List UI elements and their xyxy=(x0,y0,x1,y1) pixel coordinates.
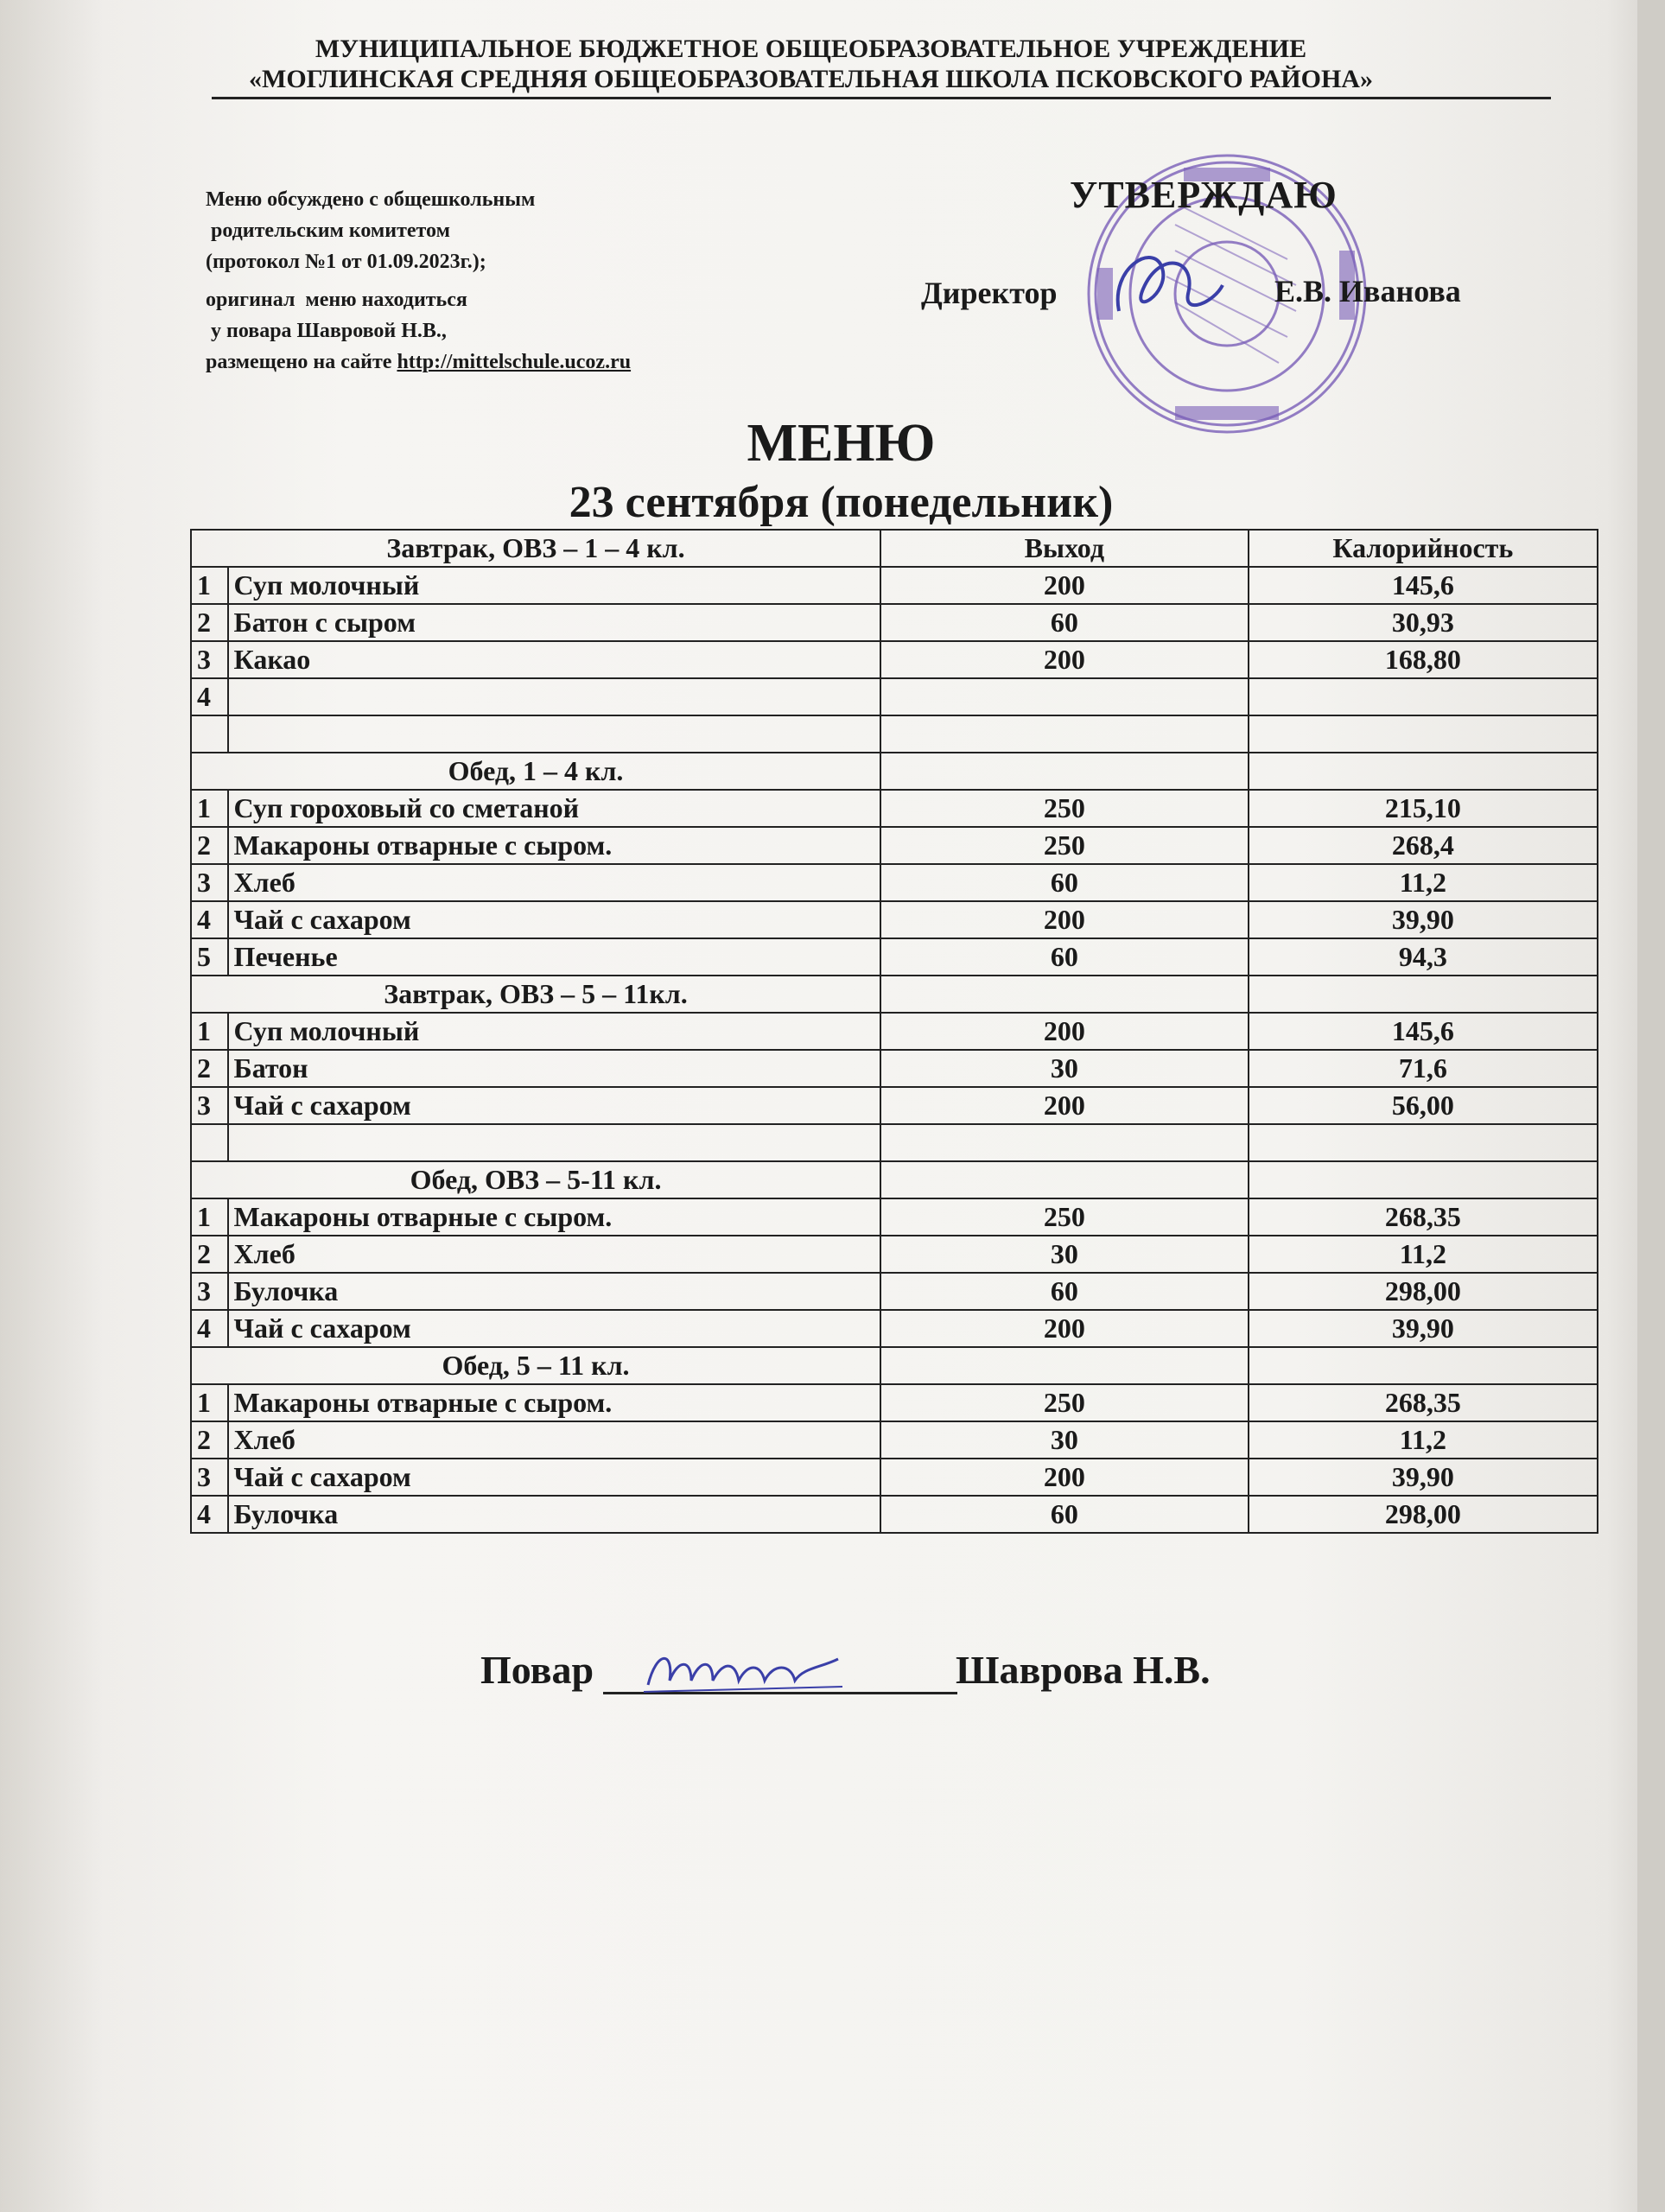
item-output: 60 xyxy=(880,604,1249,641)
item-name: Суп гороховый со сметаной xyxy=(228,790,880,827)
column-header-output: Выход xyxy=(880,530,1249,567)
menu-row xyxy=(191,1273,1598,1310)
item-output: 200 xyxy=(880,1013,1249,1050)
item-output: 200 xyxy=(880,1310,1249,1347)
item-output: 200 xyxy=(880,641,1249,678)
menu-row xyxy=(191,1384,1598,1421)
item-name: Батон с сыром xyxy=(228,604,880,641)
section-header-row xyxy=(191,1347,1598,1384)
item-number: 4 xyxy=(191,901,228,938)
item-number: 4 xyxy=(191,678,228,715)
school-header-line2: «МОГЛИНСКАЯ СРЕДНЯЯ ОБЩЕОБРАЗОВАТЕЛЬНАЯ ШКОЛА ПСКОВСКОГО РАЙОНА» xyxy=(249,65,1373,93)
item-number: 3 xyxy=(191,864,228,901)
item-name: Хлеб xyxy=(228,1421,880,1459)
item-calories: 39,90 xyxy=(1249,1310,1598,1347)
item-number: 1 xyxy=(191,1013,228,1050)
item-name: Чай с сахаром xyxy=(228,901,880,938)
item-calories xyxy=(1249,1124,1598,1161)
item-calories: 168,80 xyxy=(1249,641,1598,678)
empty-cell xyxy=(1249,1347,1598,1384)
item-calories: 298,00 xyxy=(1249,1496,1598,1533)
empty-cell xyxy=(1249,976,1598,1013)
director-name: Е.В. Иванова xyxy=(1274,274,1461,308)
section-title: Обед, 5 – 11 кл. xyxy=(191,1347,880,1384)
empty-cell xyxy=(880,1347,1249,1384)
empty-cell xyxy=(1249,1161,1598,1198)
note-site-prefix: размещено на сайте xyxy=(206,351,397,373)
item-output: 30 xyxy=(880,1050,1249,1087)
item-output: 60 xyxy=(880,1496,1249,1533)
item-output: 250 xyxy=(880,1384,1249,1421)
menu-row xyxy=(191,1050,1598,1087)
item-number xyxy=(191,715,228,753)
item-name: Суп молочный xyxy=(228,1013,880,1050)
menu-table xyxy=(190,529,1598,1534)
item-name: Чай с сахаром xyxy=(228,1310,880,1347)
item-output: 200 xyxy=(880,567,1249,604)
item-name: Макароны отварные с сыром. xyxy=(228,827,880,864)
menu-row xyxy=(191,938,1598,976)
item-output xyxy=(880,678,1249,715)
item-number: 3 xyxy=(191,641,228,678)
header-divider xyxy=(212,97,1551,99)
section-title: Завтрак, ОВЗ – 1 – 4 кл. xyxy=(191,530,880,567)
item-calories: 30,93 xyxy=(1249,604,1598,641)
menu-row xyxy=(191,1310,1598,1347)
menu-row xyxy=(191,1421,1598,1459)
section-header-row xyxy=(191,976,1598,1013)
menu-row xyxy=(191,1236,1598,1273)
menu-row xyxy=(191,1124,1598,1161)
item-number: 2 xyxy=(191,1050,228,1087)
item-number: 2 xyxy=(191,827,228,864)
empty-cell xyxy=(880,976,1249,1013)
item-name: Макароны отварные с сыром. xyxy=(228,1198,880,1236)
item-calories xyxy=(1249,678,1598,715)
note-line-6 xyxy=(206,351,631,373)
item-number: 5 xyxy=(191,938,228,976)
item-calories: 11,2 xyxy=(1249,1421,1598,1459)
menu-row xyxy=(191,678,1598,715)
item-calories: 71,6 xyxy=(1249,1050,1598,1087)
menu-title: МЕНЮ xyxy=(747,414,936,473)
item-calories: 39,90 xyxy=(1249,1459,1598,1496)
item-output: 60 xyxy=(880,938,1249,976)
item-output: 200 xyxy=(880,1459,1249,1496)
empty-cell xyxy=(1249,753,1598,790)
item-number: 1 xyxy=(191,1384,228,1421)
site-link[interactable]: http://mittelschule.ucoz.ru xyxy=(397,351,632,373)
item-name: Хлеб xyxy=(228,864,880,901)
item-number: 3 xyxy=(191,1459,228,1496)
column-header-calories: Калорийность xyxy=(1249,530,1598,567)
menu-row xyxy=(191,864,1598,901)
item-output: 60 xyxy=(880,864,1249,901)
item-name: Макароны отварные с сыром. xyxy=(228,1384,880,1421)
menu-row xyxy=(191,715,1598,753)
item-name: Батон xyxy=(228,1050,880,1087)
item-calories: 268,35 xyxy=(1249,1384,1598,1421)
item-output: 200 xyxy=(880,1087,1249,1124)
item-name: Какао xyxy=(228,641,880,678)
item-output: 250 xyxy=(880,790,1249,827)
item-number: 1 xyxy=(191,790,228,827)
item-name: Булочка xyxy=(228,1273,880,1310)
item-number xyxy=(191,1124,228,1161)
menu-row xyxy=(191,790,1598,827)
item-calories: 56,00 xyxy=(1249,1087,1598,1124)
section-title: Обед, ОВЗ – 5-11 кл. xyxy=(191,1161,880,1198)
note-line-1: Меню обсуждено с общешкольным xyxy=(206,188,536,211)
item-number: 2 xyxy=(191,604,228,641)
director-signature xyxy=(1102,233,1231,337)
empty-cell xyxy=(880,1161,1249,1198)
item-calories: 298,00 xyxy=(1249,1273,1598,1310)
item-calories: 11,2 xyxy=(1249,1236,1598,1273)
item-output: 250 xyxy=(880,1198,1249,1236)
item-name: Чай с сахаром xyxy=(228,1459,880,1496)
cook-signature xyxy=(639,1633,847,1702)
item-output xyxy=(880,1124,1249,1161)
section-header-row xyxy=(191,1161,1598,1198)
item-name: Булочка xyxy=(228,1496,880,1533)
section-header-row xyxy=(191,530,1598,567)
item-output: 60 xyxy=(880,1273,1249,1310)
menu-row xyxy=(191,901,1598,938)
section-title: Обед, 1 – 4 кл. xyxy=(191,753,880,790)
item-name xyxy=(228,1124,880,1161)
item-calories: 94,3 xyxy=(1249,938,1598,976)
item-calories: 11,2 xyxy=(1249,864,1598,901)
menu-row xyxy=(191,1198,1598,1236)
item-name: Печенье xyxy=(228,938,880,976)
note-line-3: (протокол №1 от 01.09.2023г.); xyxy=(206,251,486,273)
menu-row xyxy=(191,1087,1598,1124)
item-number: 3 xyxy=(191,1273,228,1310)
item-number: 4 xyxy=(191,1310,228,1347)
item-calories: 268,4 xyxy=(1249,827,1598,864)
item-number: 1 xyxy=(191,1198,228,1236)
item-number: 4 xyxy=(191,1496,228,1533)
item-output: 250 xyxy=(880,827,1249,864)
note-line-4: оригинал меню находиться xyxy=(206,289,467,311)
item-calories: 268,35 xyxy=(1249,1198,1598,1236)
section-title: Завтрак, ОВЗ – 5 – 11кл. xyxy=(191,976,880,1013)
menu-row xyxy=(191,827,1598,864)
note-line-5: у повара Шавровой Н.В., xyxy=(206,320,447,342)
item-calories xyxy=(1249,715,1598,753)
item-output: 200 xyxy=(880,901,1249,938)
item-name xyxy=(228,715,880,753)
menu-row xyxy=(191,1496,1598,1533)
item-calories: 145,6 xyxy=(1249,1013,1598,1050)
cook-role: Повар xyxy=(480,1648,594,1692)
item-output: 30 xyxy=(880,1421,1249,1459)
item-name: Хлеб xyxy=(228,1236,880,1273)
item-name xyxy=(228,678,880,715)
cook-name: Шаврова Н.В. xyxy=(956,1648,1211,1692)
director-role: Директор xyxy=(921,276,1058,310)
empty-cell xyxy=(880,753,1249,790)
section-header-row xyxy=(191,753,1598,790)
item-output: 30 xyxy=(880,1236,1249,1273)
menu-row xyxy=(191,567,1598,604)
item-number: 2 xyxy=(191,1421,228,1459)
note-line-2: родительским комитетом xyxy=(206,219,450,242)
menu-row xyxy=(191,1013,1598,1050)
menu-row xyxy=(191,604,1598,641)
item-name: Чай с сахаром xyxy=(228,1087,880,1124)
item-number: 3 xyxy=(191,1087,228,1124)
menu-row xyxy=(191,1459,1598,1496)
paper-edge xyxy=(1637,0,1665,2212)
item-output xyxy=(880,715,1249,753)
item-calories: 145,6 xyxy=(1249,567,1598,604)
item-number: 2 xyxy=(191,1236,228,1273)
approval-title: УТВЕРЖДАЮ xyxy=(1070,174,1338,216)
item-calories: 215,10 xyxy=(1249,790,1598,827)
item-calories: 39,90 xyxy=(1249,901,1598,938)
item-name: Суп молочный xyxy=(228,567,880,604)
school-header-line1: МУНИЦИПАЛЬНОЕ БЮДЖЕТНОЕ ОБЩЕОБРАЗОВАТЕЛЬНОЕ УЧРЕЖДЕНИЕ xyxy=(315,35,1307,63)
menu-table-body xyxy=(191,530,1598,1533)
menu-row xyxy=(191,641,1598,678)
menu-date: 23 сентября (понедельник) xyxy=(569,478,1114,527)
item-number: 1 xyxy=(191,567,228,604)
